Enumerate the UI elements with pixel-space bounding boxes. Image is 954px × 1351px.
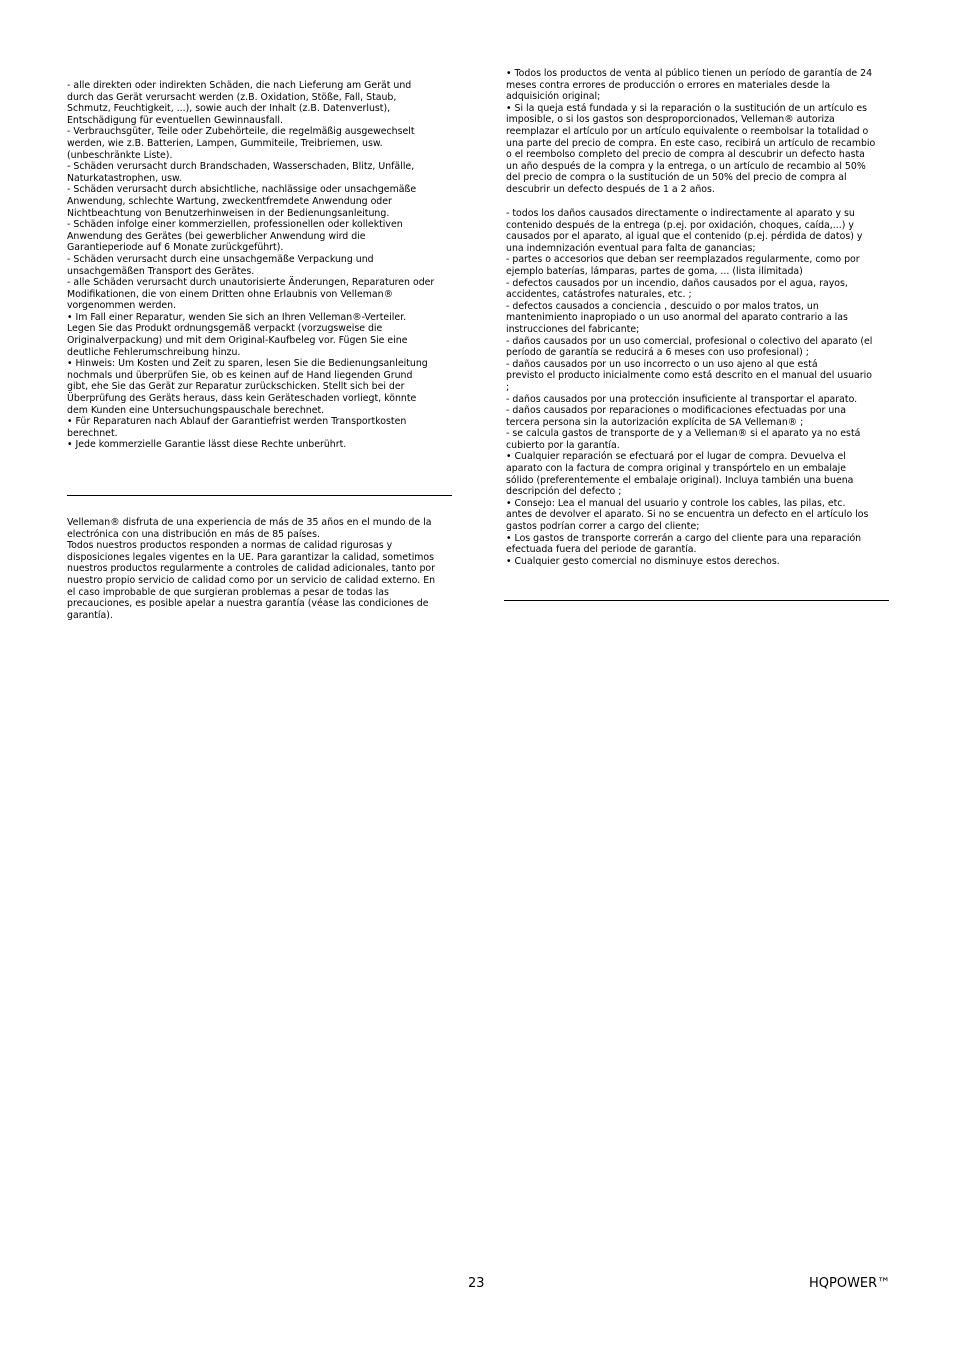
warranty-terms-es bbox=[506, 68, 890, 196]
section-divider-left bbox=[67, 495, 452, 496]
warranty-exclusions-de-text: - alle direkten oder indirekten Schäden, die nach Lieferung am Gerät und durch das Gerät verursacht werden (z.B. Oxidation, Stöße, Fall, Staub, Schmutz, Feuchtigkeit, ...), sowie auch der Inhalt (z.B. Datenverlust), Entschädigung für eventuellen Gewinnausfall. - Verbrauchsgüter, Teile oder Zubehörteile, die regelmäßig ausgewechselt werden, wie z.B. Batterien, Lampen, Gummiteile, Treibriemen, usw. (unbeschränkte Liste). - Schäden verursacht durch Brandschaden, Wasserschaden, Blitz, Unfälle, Naturkatastrophen, usw. - Schäden verursacht durch absichtliche, nachlässige oder unsachgemäße Anwendung, schlechte Wartung, zweckentfremdete Anwendung oder Nichtbeachtung von Benutzerhinweisen in der Bedienungsanleitung. - Schäden infolge einer kommerziellen, professionellen oder kollektiven Anwendung des Gerätes (bei gewerblicher Anwendung wird die Garantieperiode auf 6 Monate zurückgeführt). - Schäden verursacht durch eine unsachgemäße Verpackung und unsachgemäßen Transport des Gerätes. - alle Schäden verursacht durch unautorisierte Änderungen, Reparaturen oder Modifikationen, die von einem Dritten ohne Erlaubnis von Velleman® vorgenommen werden. • Im Fall einer Reparatur, wenden Sie sich an Ihren Velleman®-Verteiler. Legen Sie das Produkt ordnungsgemäß verpackt (vorzugsweise die Originalverpackung) und mit dem Original-Kaufbeleg vor. Fügen Sie eine deutliche Fehlerumschreibung hinzu. • Hinweis: Um Kosten und Zeit zu sparen, lesen Sie die Bedienungsanleitung nochmals und überprüfen Sie, ob es keinen auf de Hand liegenden Grund gibt, ehe Sie das Gerät zur Reparatur zurückschicken. Stellt sich bei der Überprüfung des Geräts heraus, dass kein Geräteschaden vorliegt, könnte dem Kunden eine Untersuchungspauschale berechnet. • Für Reparaturen nach Ablauf der Garantiefrist werden Transportkosten berechnet. • Jede kommerzielle Garantie lässt diese Rechte unberührt. bbox=[67, 80, 435, 451]
brand-name: HQPOWER™ bbox=[809, 1276, 891, 1291]
section-divider-right bbox=[504, 600, 889, 601]
warranty-exclusions-es-text: - todos los daños causados directamente o indirectamente al aparato y su contenido después de la entrega (p.ej. por oxidación, choques, caída,...) y causados por el aparato, al igual que el contenido (p.ej. pérdida de datos) y una indemnización eventual para falta de ganancias; - partes o accesorios que deban ser reemplazados regularmente, como por ejemplo baterías, lámparas, partes de goma, ... (lista ilimitada) - defectos causados por un incendio, daños causados por el agua, rayos, accidentes, catástrofes naturales, etc. ; - defectos causados a conciencia , descuido o por malos tratos, un mantenimiento inapropiado o un uso anormal del aparato contrario a las instrucciones del fabricante; - daños causados por un uso comercial, profesional o colectivo del aparato (el período de garantía se reducirá a 6 meses con uso profesional) ; - daños causados por un uso incorrecto o un uso ajeno al que está previsto el producto inicialmente como está descrito en el manual del usuario ; - daños causados por una protección insuficiente al transportar el aparato. - daños causados por reparaciones o modificaciones efectuadas por una tercera persona sin la autorización explícita de SA Velleman® ; - se calcula gastos de transporte de y a Velleman® si el aparato ya no está cubierto por la garantía. • Cualquier reparación se efectuará por el lugar de compra. Devuelva el aparato con la factura de compra original y transpórtelo en un embalaje sólido (preferentemente el embalaje original). Incluya también una buena descripción del defecto ; • Consejo: Lea el manual del usuario y controle los cables, las pilas, etc. antes de devolver el aparato. Si no se encuentra un defecto en el artículo los gastos podrían correr a cargo del cliente; • Los gastos de transporte correrán a cargo del cliente para una reparación efectuada fuera del periode de garantía. • Cualquier gesto comercial no disminuye estos derechos. bbox=[506, 208, 873, 567]
warranty-exclusions-de bbox=[67, 80, 452, 451]
velleman-intro-es-text: Velleman® disfruta de una experiencia de más de 35 años en el mundo de la electrónica con una distribución en más de 85 países. Todos nuestros productos responden a normas de calidad rigurosas y disposiciones legales vigentes en la UE. Para garantizar la calidad, sometimos nuestros productos regularmente a controles de calidad adicionales, tanto por nuestro propio servicio de calidad como por un servicio de calidad externo. En el caso improbable de que surgieran problemas a pesar de todas las precauciones, es posible apelar a nuestra garantía (véase las condiciones de garantía). bbox=[67, 517, 436, 621]
velleman-intro-es bbox=[67, 517, 452, 621]
warranty-exclusions-es bbox=[506, 208, 890, 567]
warranty-terms-es-text: • Todos los productos de venta al público tienen un período de garantía de 24 meses contra errores de producción o errores en materiales desde la adquisición original; • Si la queja está fundada y si la reparación o la sustitución de un artículo es imposible, o si los gastos son desproporcionados, Velleman® autoriza reemplazar el artículo por un artículo equivalente o reembolsar la totalidad o una parte del precio de compra. En este caso, recibirá un artículo de recambio o el reembolso completo del precio de compra al descubrir un defecto hasta un año después de la compra y la entrega, o un artículo de recambio al 50% del precio de compra o la sustitución de un 50% del precio de compra al descubrir un defecto después de 1 a 2 años. bbox=[506, 68, 876, 195]
page-number: 23 bbox=[468, 1276, 485, 1291]
